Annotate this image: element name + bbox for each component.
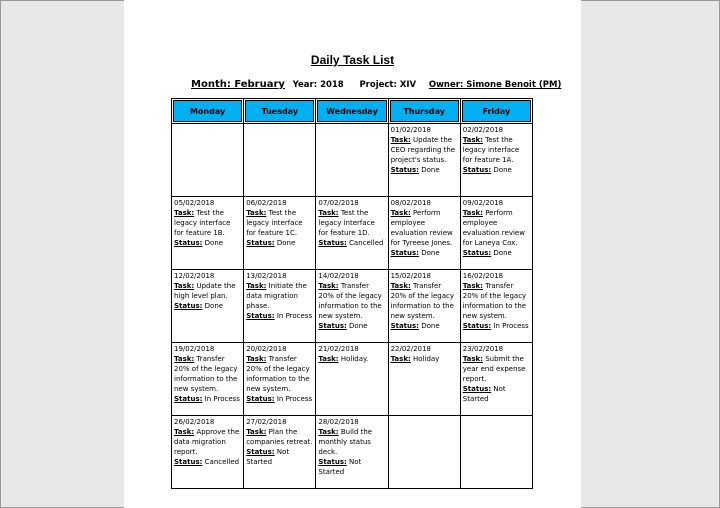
- status-value: Done: [421, 322, 440, 330]
- day-cell: [460, 124, 532, 197]
- task-description: Update the CEO regarding the project's status.: [390, 136, 456, 164]
- day-cell: [244, 270, 316, 343]
- task-description: Test the legacy interface for feature 1C.: [246, 209, 303, 237]
- empty-day-cell: [172, 124, 244, 197]
- day-cell: [172, 343, 244, 416]
- task-date: 14/02/2018: [318, 272, 359, 280]
- task-description: Approve the data migration report.: [174, 428, 240, 456]
- day-cell: [316, 270, 388, 343]
- day-header-tuesday: Tuesday: [244, 99, 316, 124]
- document-meta: [191, 79, 561, 90]
- status-label: Status:: [390, 166, 419, 174]
- task-calendar-table: [171, 98, 533, 489]
- day-cell: [172, 416, 244, 489]
- status-label: Status:: [246, 312, 275, 320]
- task-date: 15/02/2018: [390, 272, 431, 280]
- task-label: Task:: [390, 209, 411, 217]
- day-cell: [244, 197, 316, 270]
- status-label: Status:: [462, 322, 492, 330]
- status-value: Done: [276, 239, 296, 247]
- month-label: Month: February: [191, 79, 285, 90]
- task-date: 27/02/2018: [246, 418, 287, 426]
- task-date: 05/02/2018: [174, 199, 215, 207]
- task-date: 23/02/2018: [462, 345, 504, 353]
- task-date: 19/02/2018: [174, 345, 215, 353]
- day-cell: [460, 343, 532, 416]
- day-cell: [460, 197, 532, 270]
- status-label: Status:: [462, 249, 492, 257]
- task-description: Initiate the data migration phase.: [246, 282, 307, 310]
- task-description: Transfer 20% of the legacy information to the new system.: [246, 355, 310, 393]
- status-value: Done: [349, 322, 368, 330]
- status-label: Status:: [174, 458, 203, 466]
- status-value: Cancelled: [204, 458, 240, 466]
- task-date: 09/02/2018: [462, 199, 504, 207]
- status-label: Status:: [174, 239, 203, 247]
- day-header-friday: Friday: [460, 99, 532, 124]
- task-description: Perform employee evaluation review for Laneya Cox.: [462, 209, 525, 247]
- task-description: Transfer 20% of the legacy information to the new system.: [390, 282, 455, 320]
- day-cell: [316, 343, 388, 416]
- task-date: 28/02/2018: [318, 418, 359, 426]
- day-cell: [388, 343, 460, 416]
- empty-day-cell: [388, 416, 460, 489]
- status-label: Status:: [318, 322, 347, 330]
- status-value: Not Started: [462, 385, 506, 403]
- task-date: 12/02/2018: [174, 272, 215, 280]
- task-label: Task:: [462, 282, 483, 290]
- task-label: Task:: [174, 209, 195, 217]
- week-row: [172, 343, 533, 416]
- task-label: Task:: [318, 209, 339, 217]
- task-label: Task:: [246, 282, 267, 290]
- day-header-wednesday: Wednesday: [316, 99, 388, 124]
- status-label: Status:: [246, 239, 275, 247]
- status-value: Done: [421, 166, 440, 174]
- task-description: Transfer 20% of the legacy information to the new system.: [174, 355, 238, 393]
- week-row: [172, 197, 533, 270]
- document-page: [124, 0, 581, 508]
- status-label: Status:: [390, 249, 419, 257]
- task-date: 06/02/2018: [246, 199, 287, 207]
- task-date: 16/02/2018: [462, 272, 504, 280]
- day-cell: [388, 270, 460, 343]
- task-description: Perform employee evaluation review for Tyreese Jones.: [390, 209, 453, 247]
- owner-label: Owner: Simone Benoit (PM): [428, 80, 562, 90]
- status-value: Done: [493, 166, 512, 174]
- empty-day-cell: [460, 416, 532, 489]
- task-description: Plan the companies retreat.: [246, 428, 313, 446]
- task-description: Holiday: [413, 355, 440, 363]
- task-label: Task:: [390, 282, 411, 290]
- status-value: Done: [493, 249, 512, 257]
- status-label: Status:: [174, 395, 203, 403]
- task-label: Task:: [174, 282, 195, 290]
- task-description: Test the legacy interface for feature 1A.: [462, 136, 520, 164]
- task-description: Build the monthly status deck.: [318, 428, 373, 456]
- task-date: 01/02/2018: [390, 126, 431, 134]
- day-cell: [172, 197, 244, 270]
- task-label: Task:: [462, 355, 483, 363]
- week-row: [172, 270, 533, 343]
- task-date: 20/02/2018: [246, 345, 287, 353]
- task-description: Holiday.: [340, 355, 369, 363]
- task-description: Transfer 20% of the legacy information to the new system.: [318, 282, 382, 320]
- status-label: Status:: [318, 239, 347, 247]
- task-description: Test the legacy interface for feature 1B.: [174, 209, 231, 237]
- task-label: Task:: [318, 428, 339, 436]
- task-label: Task:: [462, 136, 483, 144]
- task-label: Task:: [174, 428, 195, 436]
- status-value: In Process: [204, 395, 240, 403]
- status-value: Cancelled: [349, 239, 384, 247]
- task-date: 26/02/2018: [174, 418, 215, 426]
- year-label: Year: 2018: [292, 80, 344, 90]
- task-label: Task:: [318, 355, 339, 363]
- status-label: Status:: [246, 395, 275, 403]
- status-value: In Process: [276, 395, 313, 403]
- status-label: Status:: [246, 448, 275, 456]
- day-cell: [388, 124, 460, 197]
- day-cell: [244, 343, 316, 416]
- task-date: 21/02/2018: [318, 345, 359, 353]
- empty-day-cell: [316, 124, 388, 197]
- day-cell: [172, 270, 244, 343]
- week-row: [172, 124, 533, 197]
- status-label: Status:: [462, 385, 492, 393]
- task-label: Task:: [246, 355, 267, 363]
- project-label: Project: XIV: [359, 80, 417, 90]
- status-value: In Process: [493, 322, 529, 330]
- task-date: 02/02/2018: [462, 126, 504, 134]
- task-date: 22/02/2018: [390, 345, 431, 353]
- task-label: Task:: [462, 209, 483, 217]
- task-date: 13/02/2018: [246, 272, 287, 280]
- day-cell: [460, 270, 532, 343]
- status-label: Status:: [462, 166, 492, 174]
- task-description: Transfer 20% of the legacy information to the new system.: [462, 282, 527, 320]
- status-label: Status:: [318, 458, 347, 466]
- status-value: In Process: [276, 312, 313, 320]
- document-title: Daily Task List: [310, 53, 395, 67]
- status-value: Done: [421, 249, 440, 257]
- status-label: Status:: [174, 302, 203, 310]
- day-header-row: [172, 99, 533, 124]
- task-label: Task:: [390, 136, 411, 144]
- empty-day-cell: [244, 124, 316, 197]
- day-cell: [316, 197, 388, 270]
- task-label: Task:: [390, 355, 411, 363]
- task-date: 07/02/2018: [318, 199, 359, 207]
- status-value: Done: [204, 302, 224, 310]
- day-cell: [244, 416, 316, 489]
- day-cell: [316, 416, 388, 489]
- task-description: Test the legacy interface for feature 1D.: [318, 209, 375, 237]
- status-value: Not Started: [246, 448, 290, 466]
- day-cell: [388, 197, 460, 270]
- task-label: Task:: [246, 209, 267, 217]
- task-description: Update the high level plan.: [174, 282, 236, 300]
- status-value: Not Started: [318, 458, 362, 476]
- status-value: Done: [204, 239, 224, 247]
- task-label: Task:: [318, 282, 339, 290]
- day-header-monday: Monday: [172, 99, 244, 124]
- task-label: Task:: [174, 355, 195, 363]
- task-description: Submit the year end expense report.: [462, 355, 526, 383]
- day-header-thursday: Thursday: [388, 99, 460, 124]
- task-date: 08/02/2018: [390, 199, 431, 207]
- week-row: [172, 416, 533, 489]
- task-label: Task:: [246, 428, 267, 436]
- status-label: Status:: [390, 322, 419, 330]
